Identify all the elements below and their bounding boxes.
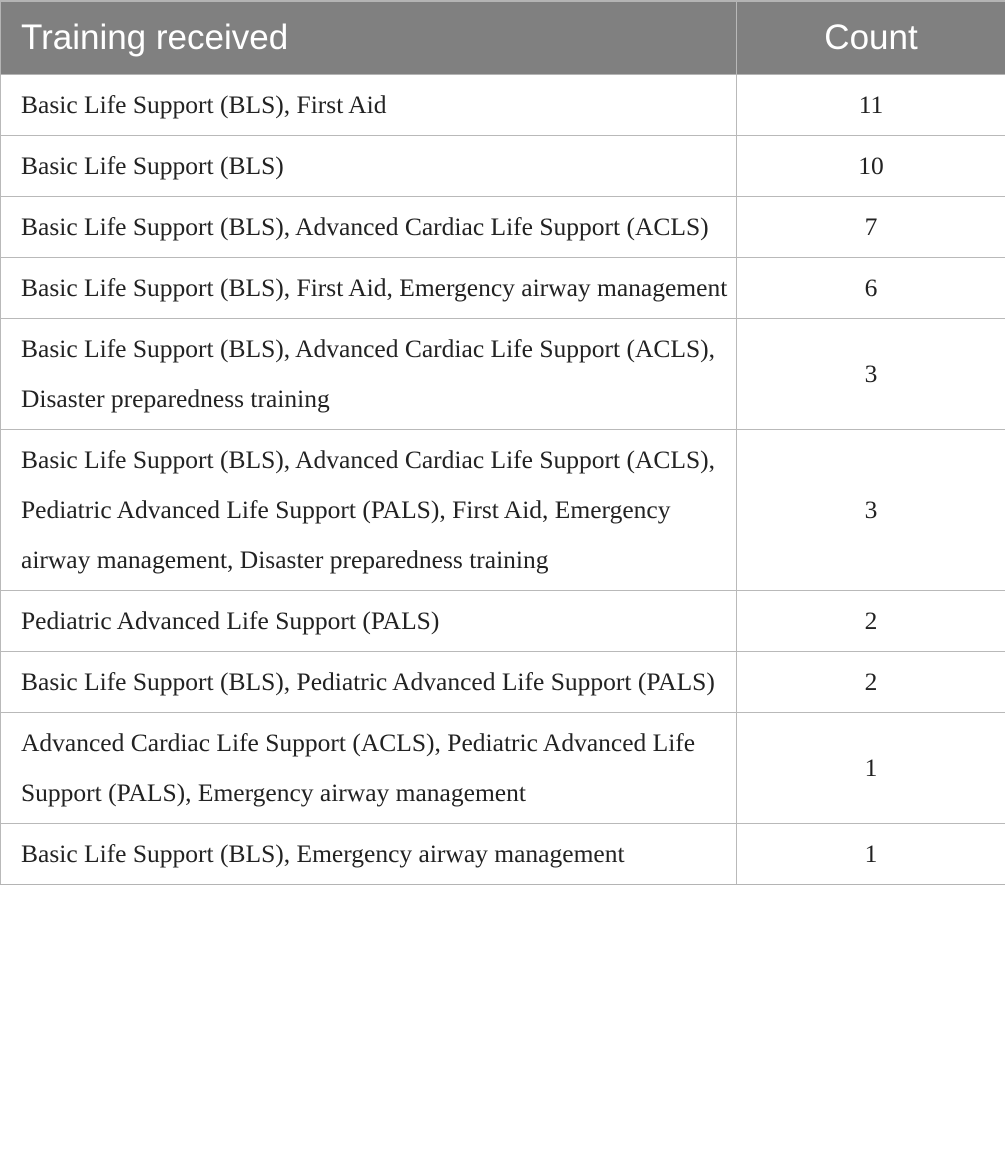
table-body bbox=[1, 75, 1005, 885]
count-cell: 1 bbox=[737, 824, 1005, 885]
training-cell: Basic Life Support (BLS), First Aid bbox=[1, 75, 737, 136]
header-count: Count bbox=[737, 1, 1005, 75]
count-cell: 11 bbox=[737, 75, 1005, 136]
count-cell: 10 bbox=[737, 136, 1005, 197]
table-row bbox=[1, 136, 1005, 197]
count-cell: 6 bbox=[737, 258, 1005, 319]
training-cell: Basic Life Support (BLS), Pediatric Advanced Life Support (PALS) bbox=[1, 652, 737, 713]
count-cell: 1 bbox=[737, 713, 1005, 824]
table-row bbox=[1, 652, 1005, 713]
count-cell: 2 bbox=[737, 591, 1005, 652]
table-row bbox=[1, 430, 1005, 591]
count-cell: 3 bbox=[737, 430, 1005, 591]
table-row bbox=[1, 591, 1005, 652]
header-training-received: Training received bbox=[1, 1, 737, 75]
count-cell: 2 bbox=[737, 652, 1005, 713]
table-row bbox=[1, 197, 1005, 258]
table-row bbox=[1, 258, 1005, 319]
training-cell: Basic Life Support (BLS) bbox=[1, 136, 737, 197]
training-cell: Pediatric Advanced Life Support (PALS) bbox=[1, 591, 737, 652]
table-row bbox=[1, 824, 1005, 885]
table-row bbox=[1, 713, 1005, 824]
table-row bbox=[1, 75, 1005, 136]
training-cell: Advanced Cardiac Life Support (ACLS), Pediatric Advanced Life Support (PALS), Emergency airway management bbox=[1, 713, 737, 824]
training-cell: Basic Life Support (BLS), Advanced Cardiac Life Support (ACLS), Disaster preparedness training bbox=[1, 319, 737, 430]
training-cell: Basic Life Support (BLS), Advanced Cardiac Life Support (ACLS) bbox=[1, 197, 737, 258]
training-cell: Basic Life Support (BLS), Emergency airway management bbox=[1, 824, 737, 885]
table-header bbox=[1, 1, 1005, 75]
training-cell: Basic Life Support (BLS), First Aid, Emergency airway management bbox=[1, 258, 737, 319]
count-cell: 3 bbox=[737, 319, 1005, 430]
header-row bbox=[1, 1, 1005, 75]
training-cell: Basic Life Support (BLS), Advanced Cardiac Life Support (ACLS), Pediatric Advanced Life Support (PALS), First Aid, Emergency airway management, Disaster preparedness training bbox=[1, 430, 737, 591]
count-cell: 7 bbox=[737, 197, 1005, 258]
table-row bbox=[1, 319, 1005, 430]
